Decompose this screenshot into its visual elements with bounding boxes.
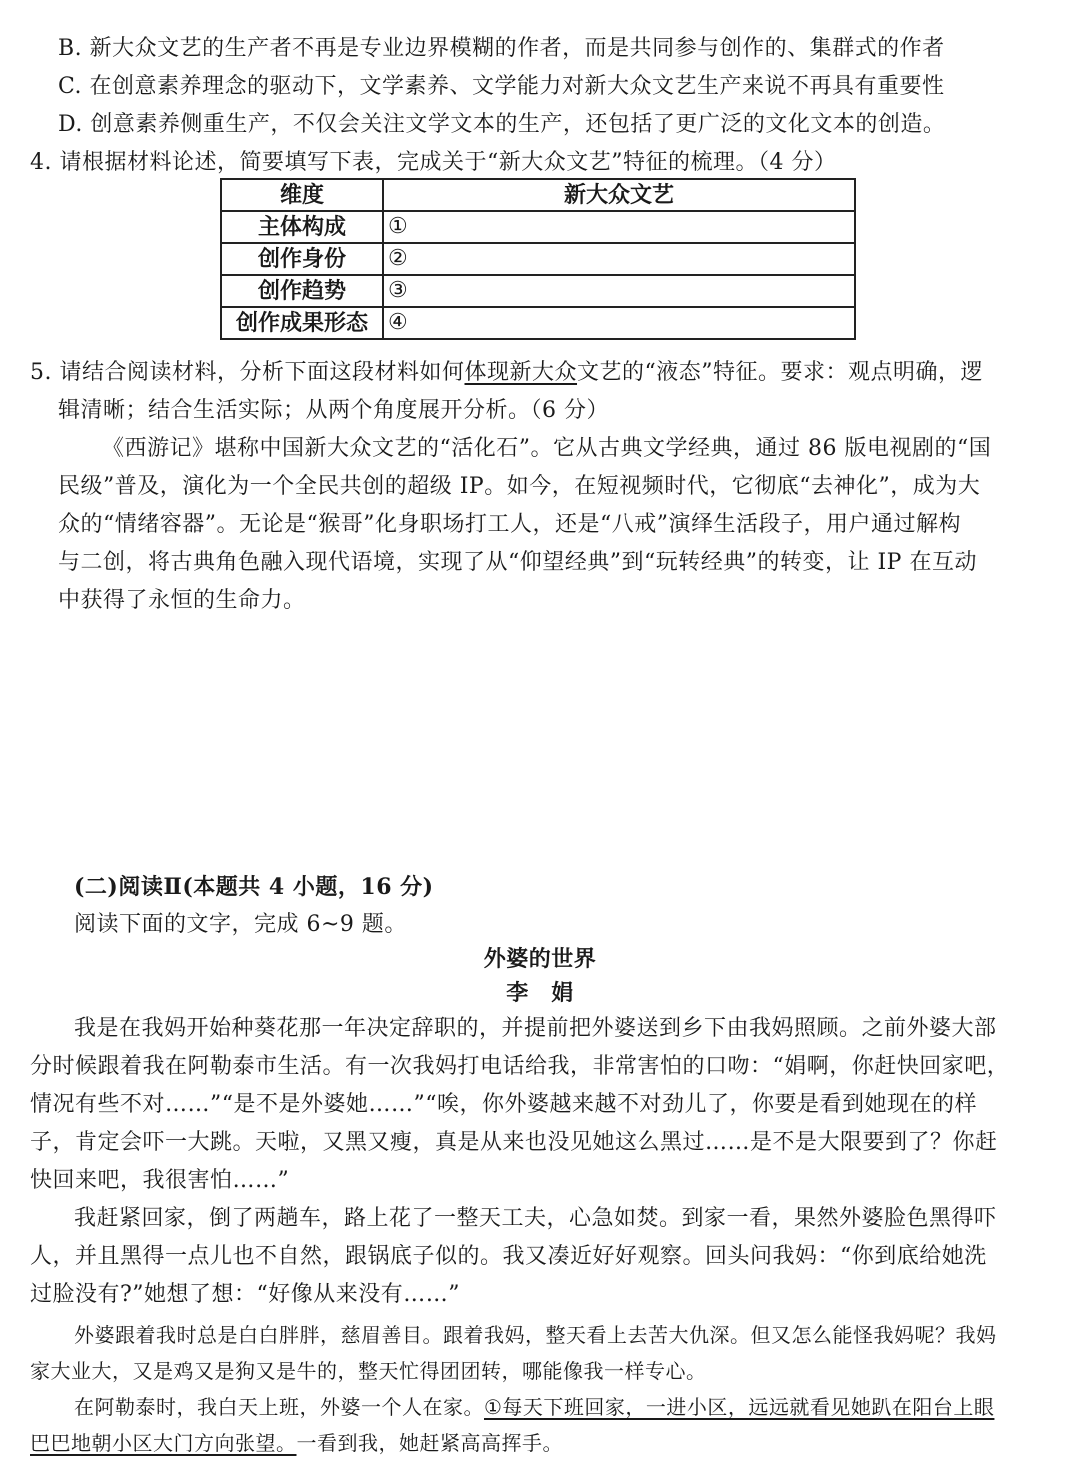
table-cell-answer: ③ [383, 275, 855, 307]
article-line: 人，并且黑得一点儿也不自然，跟锅底子似的。我又凑近好好观察。回头问我妈：“你到底给她洗 [30, 1244, 987, 1269]
article-line: 快回来吧，我很害怕……” [30, 1168, 290, 1193]
article-line-with-underline [30, 1428, 563, 1458]
article-author: 李 娟 [506, 980, 574, 1006]
material-line: 众的“情绪容器”。无论是“猴哥”化身职场打工人，还是“八戒”演绎生活段子，用户通过解构 [58, 512, 961, 537]
material-line: 与二创，将古典角色融入现代语境，实现了从“仰望经典”到“玩转经典”的转变，让 IP 在互动 [58, 550, 977, 575]
material-line: 《西游记》堪称中国新大众文艺的“活化石”。它从古典文学经典，通过 86 版电视剧的“国 [102, 436, 992, 461]
table-row [221, 307, 855, 339]
option-d: D. 创意素养侧重生产，不仅会关注文学文本的生产，还包括了更广泛的文化文本的创造。 [58, 112, 946, 137]
article-line: 我是在我妈开始种葵花那一年决定辞职的，并提前把外婆送到乡下由我妈照顾。之前外婆大部 [74, 1016, 997, 1041]
article-text: 一看到我，她赶紧高高挥手。 [296, 1431, 563, 1455]
table-cell-answer: ① [383, 211, 855, 243]
article-title: 外婆的世界 [483, 946, 597, 972]
option-c: C. 在创意素养理念的驱动下，文学素养、文学能力对新大众文艺生产来说不再具有重要性 [58, 74, 945, 99]
article-line: 家大业大，又是鸡又是狗又是牛的，整天忙得团团转，哪能像我一样专心。 [30, 1359, 707, 1383]
table-cell-dimension: 创作身份 [221, 243, 383, 275]
table-cell-answer: ④ [383, 307, 855, 339]
table-row [221, 243, 855, 275]
underlined-sentence-1: ①每天下班回家，一进小区，远远就看见她趴在阳台上眼 [484, 1395, 995, 1419]
article-line-with-underline [74, 1392, 994, 1422]
article-line: 子，肯定会吓一大跳。天啦，又黑又瘦，真是从来也没见她这么黑过……是不是大限要到了？你赶 [30, 1130, 998, 1155]
table-cell-dimension: 创作成果形态 [221, 307, 383, 339]
table-cell-dimension: 创作趋势 [221, 275, 383, 307]
article-line: 情况有些不对……”“是不是外婆她……”“唉，你外婆越来越不对劲儿了，你要是看到她现在的样 [30, 1092, 977, 1117]
table-header-new-mass-art: 新大众文艺 [383, 179, 855, 211]
section-heading: (二)阅读Ⅱ(本题共 4 小题，16 分) [74, 874, 434, 900]
feature-table [220, 178, 856, 340]
material-line: 民级”普及，演化为一个全民共创的超级 IP。如今，在短视频时代，它彻底“去神化”，成为大 [58, 474, 981, 499]
article-line: 过脸没有?”她想了想：“好像从来没有……” [30, 1282, 461, 1307]
table-row [221, 211, 855, 243]
article-line: 分时候跟着我在阿勒泰市生活。有一次我妈打电话给我，非常害怕的口吻：“娟啊，你赶快回家吧， [30, 1054, 1010, 1079]
table-row [221, 275, 855, 307]
question-5-suffix: 文艺的“液态”特征。要求：观点明确，逻 [577, 360, 984, 385]
material-line: 中获得了永恒的生命力。 [58, 588, 306, 613]
question-5-underlined: 体现新大众 [464, 360, 578, 385]
question-4: 4. 请根据材料论述，简要填写下表，完成关于“新大众文艺”特征的梳理。（4 分） [30, 150, 837, 175]
table-cell-answer: ② [383, 243, 855, 275]
table-cell-dimension: 主体构成 [221, 211, 383, 243]
question-5-prefix: 5. 请结合阅读材料，分析下面这段材料如何 [30, 360, 465, 385]
table-header-row [221, 179, 855, 211]
article-line: 我赶紧回家，倒了两趟车，路上花了一整天工夫，心急如焚。到家一看，果然外婆脸色黑得吓 [74, 1206, 997, 1231]
option-b: B. 新大众文艺的生产者不再是专业边界模糊的作者，而是共同参与创作的、集群式的作者 [58, 36, 945, 61]
question-5-line-1 [30, 358, 983, 388]
section-instruction: 阅读下面的文字，完成 6~9 题。 [74, 912, 407, 937]
question-5-line-2: 辑清晰；结合生活实际；从两个角度展开分析。（6 分） [58, 398, 609, 423]
table-header-dimension: 维度 [221, 179, 383, 211]
article-line: 外婆跟着我时总是白白胖胖，慈眉善目。跟着我妈，整天看上去苦大仇深。但又怎么能怪我妈呢？我妈 [74, 1323, 997, 1347]
underlined-sentence-1-cont: 巴巴地朝小区大门方向张望。 [30, 1431, 297, 1455]
article-text: 在阿勒泰时，我白天上班，外婆一个人在家。 [74, 1395, 484, 1419]
